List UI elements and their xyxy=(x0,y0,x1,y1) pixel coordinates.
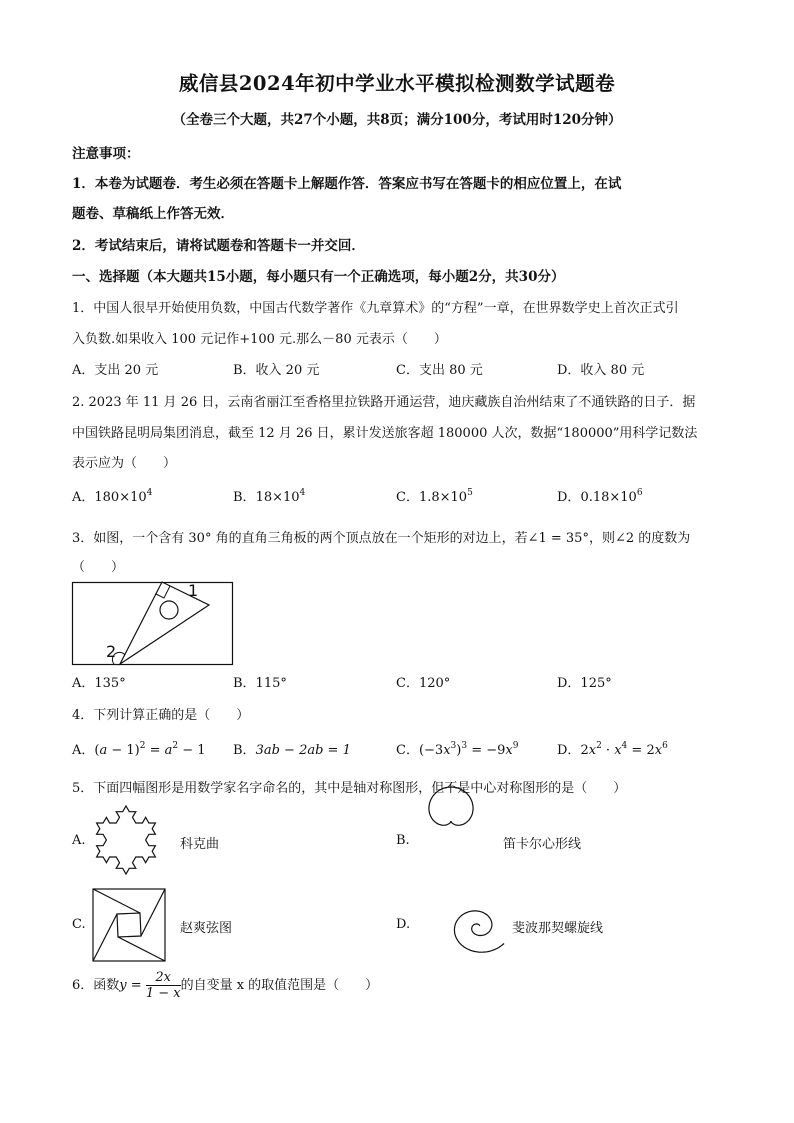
q2-stem-line-2: 中国铁路昆明局集团消息，截至 12 月 26 日，累计发送旅客超 180000 人次，数据“180000”用科学记数法 xyxy=(72,426,698,441)
cardioid-figure xyxy=(415,805,487,873)
q1-stem-line-1: 1．中国人很早开始使用负数，中国古代数学著作《九章算术》的“方程”一章，在世界数学史上首次正式引 xyxy=(72,301,679,316)
q2-stem-line-3: 表示应为（ ） xyxy=(72,456,177,471)
angle-1-label: 1 xyxy=(188,581,199,600)
notice-item-1-line-1: 1．本卷为试题卷．考生必须在答题卡上解题作答．答案应书写在答题卡的相应位置上，在试 xyxy=(72,176,622,192)
q3-option-a: A．135° xyxy=(72,676,126,691)
q5-option-d-name: 斐波那契螺旋线 xyxy=(512,921,604,936)
inner-square xyxy=(117,913,141,937)
exam-info: （全卷三个大题，共27个小题，共8页；满分100分，考试用时120分钟） xyxy=(172,112,622,128)
koch-snowflake-figure xyxy=(88,801,164,877)
section-1-heading: 一、选择题（本大题共15小题，每小题只有一个正确选项，每小题2分，共30分） xyxy=(72,269,565,285)
q1-option-a: A．支出 20 元 xyxy=(72,363,159,378)
q3-stem-line-1: 3．如图，一个含有 30° 角的直角三角板的两个顶点放在一个矩形的对边上，若∠1 = 35°，则∠2 的度数为 xyxy=(72,531,691,546)
q6-fraction: $\frac{2x}{1 - x}$ xyxy=(145,970,181,1001)
q5-option-a-name: 科克曲 xyxy=(180,837,220,852)
fibonacci-spiral-figure xyxy=(412,893,502,953)
q5-option-b-name: 笛卡尔心形线 xyxy=(503,837,582,852)
rectangle xyxy=(73,583,233,665)
q4-option-b: B．3ab − 2ab = 1 xyxy=(233,743,351,758)
q4-option-c: C．$(-3x^3)^3 = -9x^9$ xyxy=(396,741,519,758)
angle-2-label: 2 xyxy=(106,642,117,661)
zhao-shuang-diagram-figure xyxy=(92,888,166,962)
notice-item-2: 2．考试结束后，请将试题卷和答题卡一并交回． xyxy=(72,238,365,254)
q4-stem: 4．下列计算正确的是（ ） xyxy=(72,708,250,723)
q5-option-c-name: 赵爽弦图 xyxy=(180,921,233,936)
q1-stem-line-2: 入负数.如果收入 100 元记作+100 元.那么－80 元表示（ ） xyxy=(72,332,447,347)
q5-option-d-label: D. xyxy=(396,917,411,932)
q3-option-c: C．120° xyxy=(396,676,451,691)
q1-option-c: C．支出 80 元 xyxy=(396,363,483,378)
spiral-curve xyxy=(454,911,504,952)
q6-stem: 6．函数y = $\frac{2x}{1 - x}$ 的自变量 x 的取值范围是（ ） xyxy=(72,970,379,1001)
q5-stem: 5．下面四幅图形是用数学家名字命名的，其中是轴对称图形，但不是中心对称图形的是（ ） xyxy=(72,781,627,796)
koch-snowflake xyxy=(97,806,156,874)
q2-option-b: B．$18\times 10^4$ xyxy=(233,488,306,505)
page-title: 威信县2024年初中学业水平模拟检测数学试题卷 xyxy=(178,72,616,95)
q4-option-d: D．$2x^2 \cdot x^4 = 2x^6$ xyxy=(557,741,668,758)
notice-heading: 注意事项： xyxy=(72,146,140,162)
q3-rectangle-triangle-figure xyxy=(72,578,236,668)
q3-option-d: D．125° xyxy=(557,676,612,691)
q2-option-a: A．$180\times 10^4$ xyxy=(72,488,153,505)
q1-option-b: B．收入 20 元 xyxy=(233,363,320,378)
q5-option-b-label: B. xyxy=(396,833,410,848)
q2-option-c: C．$1.8\times 10^5$ xyxy=(396,488,473,505)
right-angle-mark xyxy=(156,586,170,598)
q3-option-b: B．115° xyxy=(233,676,287,691)
q3-stem-line-2: （ ） xyxy=(72,560,125,575)
q2-stem-line-1: 2. 2023 年 11 月 26 日，云南省丽江至香格里拉铁路开通运营，迪庆藏族自治州结束了不通铁路的日子．据 xyxy=(72,395,696,410)
q1-option-d: D．收入 80 元 xyxy=(557,363,645,378)
q4-option-a: A．$(a - 1)^2 = a^2 - 1$ xyxy=(72,741,206,758)
q2-option-d: D．$0.18\times 10^6$ xyxy=(557,488,643,505)
triangle-hole xyxy=(160,601,178,619)
q5-option-c-label: C. xyxy=(72,917,86,932)
notice-item-1-line-2: 题卷、草稿纸上作答无效． xyxy=(72,206,234,222)
q5-option-a-label: A. xyxy=(72,833,86,848)
outer-square xyxy=(93,889,165,961)
